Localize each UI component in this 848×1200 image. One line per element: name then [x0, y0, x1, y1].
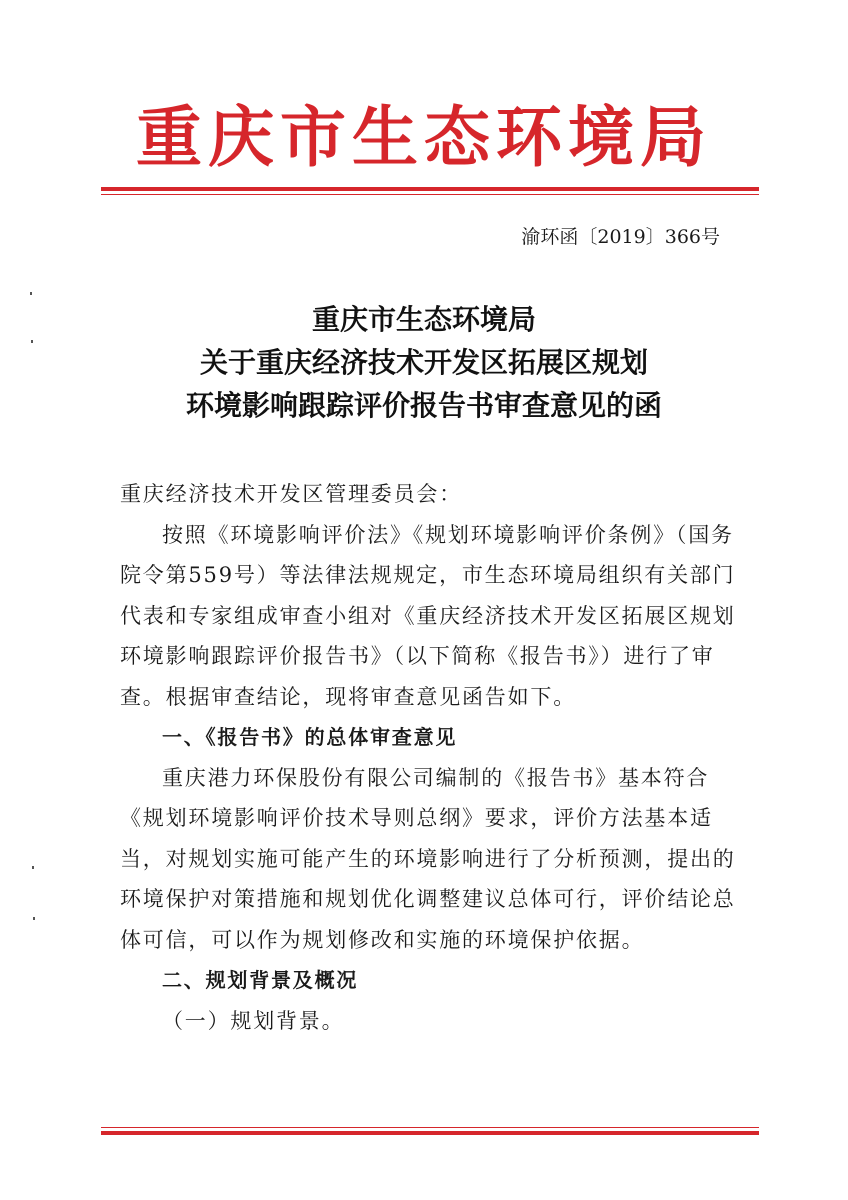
title-line-1: 重庆市生态环境局	[311, 303, 536, 336]
rule-thin-line	[101, 194, 759, 195]
section-heading-2: 二、规划背景及概况	[162, 968, 359, 992]
document-title	[0, 298, 848, 427]
rule-thick-line	[101, 1131, 759, 1135]
scan-speck	[30, 292, 32, 295]
rule-thick-line	[101, 187, 759, 191]
letterhead-org-name: 重庆市生态环境局	[136, 98, 712, 176]
subsection-1: （一）规划背景。	[162, 1008, 345, 1033]
title-line-3: 环境影响跟踪评价报告书审查意见的函	[185, 389, 662, 422]
footer-red-rule	[101, 1127, 759, 1135]
document-number: 渝环函〔2019〕366号	[521, 226, 720, 248]
document-body	[120, 474, 740, 1041]
title-line-2: 关于重庆经济技术开发区拓展区规划	[199, 346, 648, 379]
scan-speck	[31, 340, 33, 343]
rule-thin-line	[101, 1127, 759, 1128]
section-heading-1: 一、《报告书》的总体审查意见	[162, 725, 458, 749]
paragraph-1: 按照《环境影响评价法》《规划环境影响评价条例》（国务院令第559号）等法律法规规定，市生态环境局组织有关部门代表和专家组成审查小组对《重庆经济技术开发区拓展区规划环境影响跟踪评价报告书》（以下简称《报告书》）进行了审查。根据审查结论，现将审查意见函告如下。	[120, 522, 736, 709]
scan-speck	[32, 866, 34, 869]
letterhead-red-rule	[101, 187, 759, 195]
scan-speck	[33, 917, 35, 920]
paragraph-2: 重庆港力环保股份有限公司编制的《报告书》基本符合《规划环境影响评价技术导则总纲》要求，评价方法基本适当，对规划实施可能产生的环境影响进行了分析预测，提出的环境保护对策措施和规划优化调整建议总体可行，评价结论总体可信，可以作为规划修改和实施的环境保护依据。	[120, 765, 736, 952]
salutation: 重庆经济技术开发区管理委员会：	[120, 482, 462, 506]
